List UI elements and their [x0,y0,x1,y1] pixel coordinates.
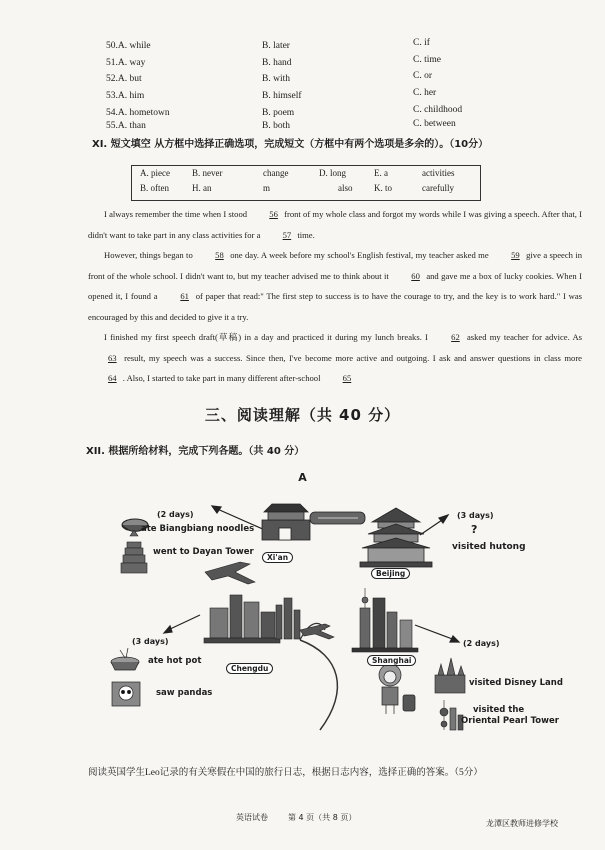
xian-activity-2: went to Dayan Tower [153,547,254,557]
plane-icon [205,562,255,584]
city-shanghai: Shanghai [367,655,416,666]
box-item: carefully [422,183,454,193]
box-item: activities [422,168,455,178]
blank-56: 56 [269,209,278,219]
box-item: m [263,183,271,193]
option-52-a: 52.A. but [106,74,142,84]
xian-days: (2 days) [157,510,194,519]
xian-activity-1: ate Biangbiang noodles [141,524,255,534]
option-55-c: C. between [413,119,456,129]
train-icon [310,512,365,524]
footer-school: 龙潭区教师进修学校 [486,819,558,828]
box-item: A. piece [140,168,170,178]
route-line [300,640,337,730]
shanghai-skyline-icon [352,588,418,652]
option-50-c: C. if [413,38,430,48]
plane-icon [300,624,334,639]
blank-58: 58 [215,250,224,260]
paragraph-1: I always remember the time when I stood 56 front of my whole class and forgot my words while I was giving a speech. After that, I didn't want to take part in any class activities for a 57 time. [88,204,582,245]
blank-61: 61 [180,291,189,301]
blank-60: 60 [411,270,420,281]
traveler-girl-icon [379,664,415,714]
travel-map [0,490,605,740]
blank-62: 62 [451,332,460,342]
map-illustration [0,490,605,740]
word-box [131,165,481,201]
part-3-title: 三、阅读理解（共 40 分） [204,406,401,424]
option-53-b: B. himself [262,91,302,101]
box-item: B. often [140,183,169,193]
beijing-mark: ? [471,523,478,536]
box-item: D. long [319,168,346,178]
reading-instruction: 阅读英国学生Leo记录的有关寒假在中国的旅行日志，根据日志内容，选择正确的答案。（5分） [88,768,483,778]
hotpot-icon [111,648,139,670]
passage-letter: A [298,471,307,484]
panda-icon [112,682,140,706]
option-54-a: 54.A. hometown [106,108,170,118]
shanghai-activity-2: visited the [473,705,525,715]
disney-castle-icon [435,658,465,693]
option-50-a: 50.A. while [106,41,151,51]
paragraph-3: I finished my first speech draft(草稿) in a day and practiced it during my lunch breaks. I 62 asked my teacher for advice. As 63 result, my speech was a success. Since then, I've become more active and outgoing. I ask and answer questions in class more 64 . Also, I started to take part in many different after-school 65 [88,327,582,389]
arrow-head [212,506,221,513]
box-item: also [338,183,353,193]
option-54-b: B. poem [262,108,295,118]
option-51-a: 51.A. way [106,58,146,68]
box-item: B. never [192,168,223,178]
option-55-a: 55.A. than [106,121,146,131]
xian-gate-icon [262,504,310,540]
blank-57: 57 [282,229,292,240]
chengdu-activity-1: ate hot pot [148,656,202,666]
option-53-c: C. her [413,88,437,98]
box-item: H. an [192,183,212,193]
option-54-c: C. childhood [413,105,463,115]
pagoda-icon [121,530,147,573]
option-55-b: B. both [262,121,290,131]
option-52-c: C. or [413,71,432,81]
chengdu-skyline-icon [204,595,280,643]
option-52-b: B. with [262,74,290,84]
footer-subject: 英语试卷 [236,813,268,822]
beijing-activity: visited hutong [452,542,526,552]
chengdu-activity-2: saw pandas [156,688,213,698]
shanghai-activity-3: Oriental Pearl Tower [461,716,559,726]
box-item: E. a [374,168,388,178]
blank-63: 63 [108,352,117,363]
blank-64: 64 [108,373,117,383]
passage [88,204,582,389]
section-xii-title: XII. 根据所给材料，完成下列各题。（共 40 分） [86,446,305,457]
section-xi-title: XI. 短文填空 从方框中选择正确选项，完成短文（方框中有两个选项是多余的）。（10分） [92,139,489,150]
option-51-c: C. time [413,55,441,65]
arrow-shanghai [415,625,455,640]
blank-59: 59 [511,250,520,260]
footer-page: 第 4 页（共 8 页） [288,813,357,822]
blank-65: 65 [342,373,352,383]
pearl-tower-icon [440,700,463,730]
paragraph-2: However, things began to 58 one day. A week before my school's English festival, my teacher asked me 59 give a speech in front of the whole school. I didn't want to, but my teacher advised me to think about it 60 and gave me a box of lucky cookies. When I opened it, I found a 61 of paper that read:" The first step to success is to have the courage to try, and the key is to work hard." I was encouraged by this and decided to give it a try. [88,245,582,327]
chengdu-days: (3 days) [132,637,169,646]
box-item: K. to [374,183,392,193]
box-item: change [263,168,289,178]
chengdu-towers-icon [276,598,300,639]
city-beijing: Beijing [371,568,410,579]
city-xian: Xi'an [262,552,293,563]
arrow-chengdu [168,615,200,630]
beijing-temple-icon [360,508,432,567]
city-chengdu: Chengdu [226,663,273,674]
shanghai-days: (2 days) [463,639,500,648]
option-53-a: 53.A. him [106,91,145,101]
option-50-b: B. later [262,41,290,51]
option-51-b: B. hand [262,58,292,68]
beijing-days: (3 days) [457,511,494,520]
shanghai-activity-1: visited Disney Land [469,678,563,688]
